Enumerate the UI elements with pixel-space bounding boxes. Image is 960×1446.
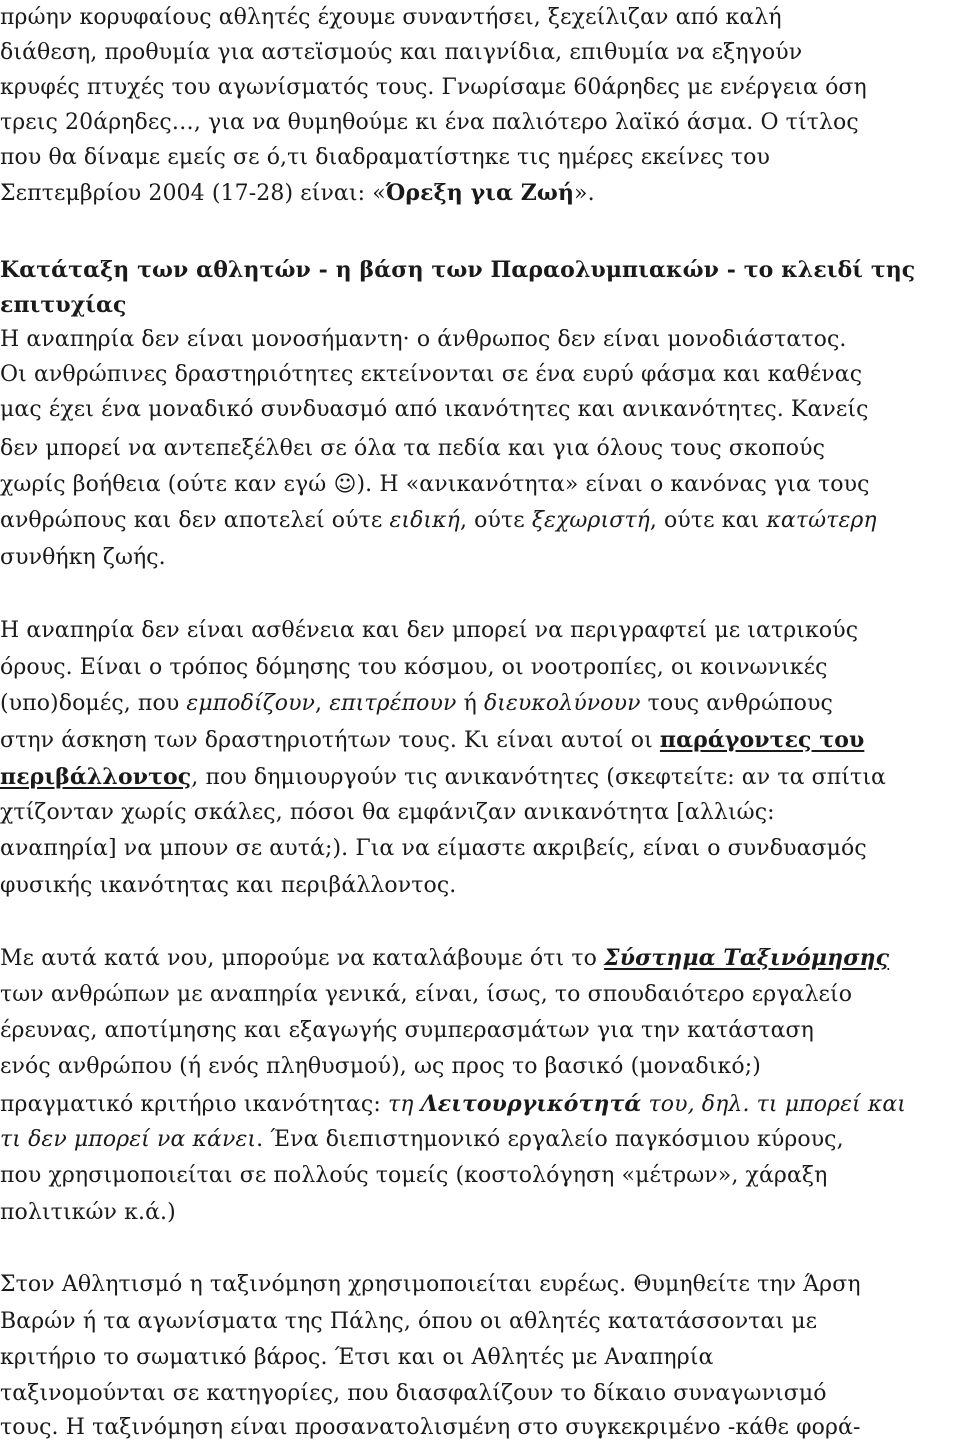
emphasis-bold-italic: Λειτουργικότητά bbox=[420, 1091, 642, 1117]
emphasis-text: του, δηλ. τι μπορεί και bbox=[641, 1092, 907, 1117]
title-oreksi-gia-zoi: Όρεξη για Ζωή bbox=[385, 180, 575, 206]
text-run: τους ανθρώπους bbox=[640, 691, 833, 716]
paragraph-4-line-6 bbox=[0, 1122, 960, 1158]
paragraph-2-line-3: μας έχει ένα μοναδικό συνδυασμό από ικανότητες και ανικανότητες. Κανείς bbox=[0, 397, 869, 422]
paragraph-1-line-6 bbox=[0, 175, 960, 211]
paragraph-4-line-5 bbox=[0, 1086, 960, 1122]
paragraph-1-line-1: πρώην κορυφαίους αθλητές έχουμε συναντήσει, ξεχείλιζαν από καλή bbox=[0, 5, 782, 30]
emphasis-bold-italic-underlined: Σύστημα Ταξινόμησης bbox=[604, 945, 890, 971]
paragraph-5-line-2: Βαρών ή τα αγωνίσματα της Πάλης, όπου οι αθλητές κατατάσσονται με bbox=[0, 1309, 818, 1334]
text-run: Με αυτά κατά νου, μπορούμε να καταλάβουμε ότι το bbox=[0, 946, 605, 971]
emphasis-text: τι δεν μπορεί να κάνει bbox=[0, 1127, 257, 1152]
paragraph-3-line-1: Η αναπηρία δεν είναι ασθένεια και δεν μπορεί να περιγραφτεί με ιατρικούς bbox=[0, 618, 859, 643]
paragraph-3-line-8: φυσικής ικανότητας και περιβάλλοντος. bbox=[0, 873, 457, 898]
emphasis-text: τη bbox=[387, 1092, 421, 1117]
paragraph-4-line-3: έρευνας, αποτίμησης και εξαγωγής συμπερασμάτων για την κατάσταση bbox=[0, 1018, 814, 1043]
text-run: Σεπτεμβρίου 2004 (17-28) είναι: « bbox=[0, 181, 386, 206]
paragraph-1-line-4: τρεις 20άρηδες…, για να θυμηθούμε κι ένα παλιότερο λαϊκό άσμα. Ο τίτλος bbox=[0, 110, 859, 135]
emphasis-text: ξεχωριστή bbox=[531, 508, 650, 533]
paragraph-5-line-1: Στον Αθλητισμό η ταξινόμηση χρησιμοποιείται ευρέως. Θυμηθείτε την Άρση bbox=[0, 1272, 861, 1297]
paragraph-2-line-5 bbox=[0, 467, 960, 503]
text-run: ή bbox=[456, 691, 484, 716]
paragraph-1-line-3: κρυφές πτυχές του αγωνίσματός τους. Γνωρίσαμε 60άρηδες με ενέργεια όση bbox=[0, 75, 867, 100]
text-run: ανθρώπους και δεν αποτελεί ούτε bbox=[0, 508, 390, 533]
text-run: , ούτε και bbox=[649, 508, 767, 533]
emphasis-bold-underlined: περιβάλλοντος bbox=[0, 764, 192, 790]
paragraph-4-line-2: των ανθρώπων με αναπηρία γενικά, είναι, ίσως, το σπουδαιότερο εργαλείο bbox=[0, 982, 853, 1007]
text-run: ». bbox=[574, 181, 595, 206]
text-run: ). Η «ανικανότητα» είναι ο κανόνας για τους bbox=[356, 472, 870, 497]
paragraph-5-line-5: τους. Η ταξινόμηση είναι προσανατολισμένη στο συγκεκριμένο -κάθε φορά- bbox=[0, 1415, 861, 1440]
paragraph-5-line-4: ταξινομούνται σε κατηγορίες, που διασφαλίζουν το δίκαιο συναγωνισμό bbox=[0, 1381, 827, 1406]
paragraph-1-line-2: διάθεση, προθυμία για αστεϊσμούς και παιγνίδια, επιθυμία να εξηγούν bbox=[0, 40, 803, 65]
paragraph-4-line-1 bbox=[0, 940, 960, 976]
smiley-icon: ☺ bbox=[333, 472, 357, 497]
paragraph-1-line-5: που θα δίναμε εμείς σε ό,τι διαδραματίστηκε τις ημέρες εκείνες του bbox=[0, 145, 770, 170]
paragraph-2-line-1: Η αναπηρία δεν είναι μονοσήμαντη· ο άνθρωπος δεν είναι μονοδιάστατος. bbox=[0, 327, 847, 352]
text-run: , ούτε bbox=[459, 508, 532, 533]
emphasis-text: ειδική bbox=[389, 508, 460, 533]
text-run: , που δημιουργούν τις ανικανότητες (σκεφτείτε: αν τα σπίτια bbox=[191, 765, 887, 790]
text-run: (υπο)δομές, που bbox=[0, 691, 187, 716]
emphasis-text: κατώτερη bbox=[766, 508, 877, 533]
paragraph-5-line-3: κριτήριο το σωματικό βάρος. Έτσι και οι Αθλητές με Αναπηρία bbox=[0, 1345, 714, 1370]
paragraph-2-line-6 bbox=[0, 503, 960, 539]
paragraph-3-line-6: χτίζονταν χωρίς σκάλες, πόσοι θα εμφάνιζαν ανικανότητα [αλλιώς: bbox=[0, 800, 775, 825]
text-run: , bbox=[315, 691, 330, 716]
paragraph-2-line-4: δεν μπορεί να αντεπεξέλθει σε όλα τα πεδία και για όλους τους σκοπούς bbox=[0, 436, 825, 461]
text-run: στην άσκηση των δραστηριοτήτων τους. Κι είναι αυτοί οι bbox=[0, 728, 660, 753]
section-heading-line-1: Κατάταξη των αθλητών - η βάση των Παραολυμπιακών - το κλειδί της bbox=[0, 257, 916, 283]
paragraph-2-line-7: συνθήκη ζωής. bbox=[0, 545, 166, 570]
paragraph-2-line-2: Οι ανθρώπινες δραστηριότητες εκτείνονται σε ένα ευρύ φάσμα και καθένας bbox=[0, 362, 863, 387]
paragraph-4-line-7: που χρησιμοποιείται σε πολλούς τομείς (κοστολόγηση «μέτρων», χάραξη bbox=[0, 1163, 828, 1188]
paragraph-4-line-8: πολιτικών κ.ά.) bbox=[0, 1200, 176, 1225]
paragraph-3-line-7: αναπηρία] να μπουν σε αυτά;). Για να είμαστε ακριβείς, είναι ο συνδυασμός bbox=[0, 836, 867, 861]
text-run: . Ένα διεπιστημονικό εργαλείο παγκόσμιου κύρους, bbox=[256, 1127, 844, 1152]
emphasis-bold-underlined: παράγοντες του bbox=[659, 727, 865, 753]
section-heading-line-2: επιτυχίας bbox=[0, 292, 127, 318]
emphasis-text: διευκολύνουν bbox=[483, 691, 641, 716]
paragraph-3-line-5 bbox=[0, 759, 960, 795]
emphasis-text: εμποδίζουν bbox=[186, 691, 316, 716]
text-run: χωρίς βοήθεια (ούτε καν εγώ bbox=[0, 472, 334, 497]
paragraph-3-line-3 bbox=[0, 686, 960, 722]
emphasis-text: επιτρέπουν bbox=[329, 691, 457, 716]
paragraph-3-line-4 bbox=[0, 722, 960, 758]
paragraph-3-line-2: όρους. Είναι ο τρόπος δόμησης του κόσμου, οι νοοτροπίες, οι κοινωνικές bbox=[0, 655, 828, 680]
paragraph-4-line-4: ενός ανθρώπου (ή ενός πληθυσμού), ως προς το βασικό (μοναδικό;) bbox=[0, 1054, 761, 1079]
text-run: πραγματικό κριτήριο ικανότητας: bbox=[0, 1092, 388, 1117]
